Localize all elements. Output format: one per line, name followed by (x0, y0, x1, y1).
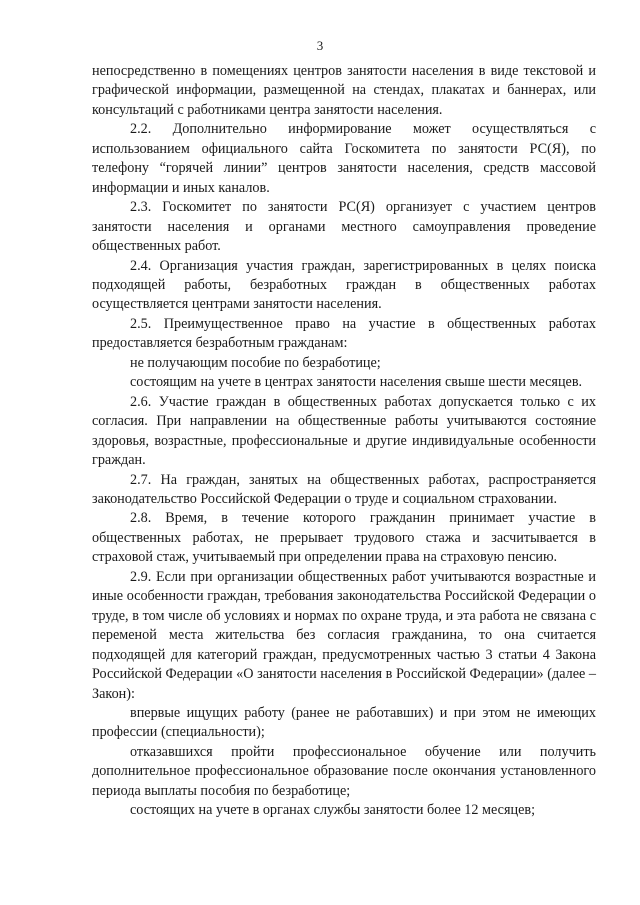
paragraph-2-9-item-3: состоящих на учете в органах службы занятости более 12 месяцев; (130, 802, 536, 819)
paragraph-2-5: 2.5. Преимущественное право на участие в общественных работах предоставляется безработным гражданам: (92, 315, 596, 352)
paragraph-2-8: 2.8. Время, в течение которого гражданин принимает участие в общественных работах, не прерывает трудового стажа и засчитывается в страховой стаж, учитываемый при определении права на страховую пенсию. (92, 510, 596, 566)
paragraph-2-2: 2.2. Дополнительно информирование может осуществляться с использованием официального сайта Госкомитета по занятости РС(Я), по телефону “горячей линии” центров занятости населения, средств массовой информации и иных каналов. (92, 121, 596, 196)
paragraph-2-7: 2.7. На граждан, занятых на общественных работах, распространяется законодательство Российской Федерации о труде и социальном страховании. (92, 471, 596, 507)
document-body (92, 62, 596, 821)
paragraph-2-9-item-1: впервые ищущих работу (ранее не работавших) и при этом не имеющих профессии (специальности); (92, 704, 596, 741)
page-number: 3 (316, 38, 324, 53)
paragraph-2-5-item-2: состоящим на учете в центрах занятости населения свыше шести месяцев. (130, 374, 583, 391)
paragraph-continuation: непосредственно в помещениях центров занятости населения в виде текстовой и графической информации, размещенной на стендах, плакатах и баннерах, или консультаций с работниками центра занятости населения. (92, 63, 596, 118)
paragraph-2-9-item-2: отказавшихся пройти профессиональное обучение или получить дополнительное профессиональное образование после окончания установленного периода выплаты пособия по безработице; (92, 743, 596, 799)
paragraph-2-9: 2.9. Если при организации общественных работ учитываются возрастные и иные особенности граждан, требования законодательства Российской Федерации о труде, в том числе об условиях и нормах по охране труда, и эта работа не связана с переменой места жительства без согласия гражданина, то она считается подходящей для категорий граждан, предусмотренных частью 3 статьи 4 Закона Российской Федерации «О занятости населения в Российской Федерации» (далее – Закон): (92, 568, 596, 702)
paragraph-2-6: 2.6. Участие граждан в общественных работах допускается только с их согласия. При направлении на общественные работы учитываются состояние здоровья, возрастные, профессиональные и другие индивидуальные особенности граждан. (92, 393, 596, 469)
paragraph-2-3: 2.3. Госкомитет по занятости РС(Я) организует с участием центров занятости населения и органами местного самоуправления проведение общественных работ. (92, 199, 596, 255)
paragraph-2-4: 2.4. Организация участия граждан, зарегистрированных в целях поиска подходящей работы, безработных граждан в общественных работах осуществляется центрами занятости населения. (92, 257, 596, 313)
paragraph-2-5-item-1: не получающим пособие по безработице; (130, 354, 381, 371)
